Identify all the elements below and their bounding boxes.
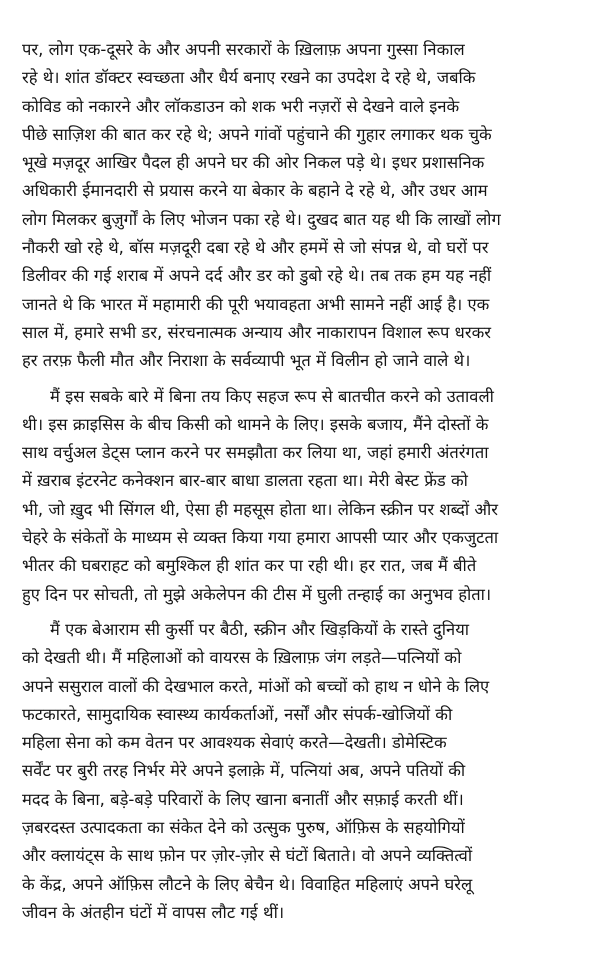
paragraph-3: [22, 616, 584, 927]
text-line: मैं एक बेआराम सी कुर्सी पर बैठी, स्क्रीन और खिड़कियों के रास्ते दुनिया: [50, 619, 470, 639]
text-line: भीतर की घबराहट को बमुश्किल ही शांत कर पा रही थी। हर रात, जब मैं बीते: [22, 556, 477, 576]
text-line: थी। इस क्राइसिस के बीच किसी को थामने के लिए। इसके बजाय, मैंने दोस्तों के: [22, 414, 489, 434]
text-line: और क्लायंट्स के साथ फ़ोन पर ज़ोर-ज़ोर से घंटों बिताते। वो अपने व्यक्तित्वों: [22, 846, 473, 866]
text-line: भी, जो ख़ुद भी सिंगल थी, ऐसा ही महसूस होता था। लेकिन स्क्रीन पर शब्दों और: [22, 499, 499, 519]
text-line: को देखती थी। मैं महिलाओं को वायरस के ख़िलाफ़ जंग लड़ते—पत्नियों को: [22, 648, 462, 668]
text-line: जीवन के अंतहीन घंटों में वापस लौट गई थीं।: [22, 902, 285, 922]
text-line: हुए दिन पर सोचती, तो मुझे अकेलेपन की टीस में घुली तन्हाई का अनुभव होता।: [22, 584, 492, 604]
text-line: नौकरी खो रहे थे, बॉस मज़दूरी दबा रहे थे और हममें से जो संपन्न थे, वो घरों पर: [22, 238, 489, 258]
text-line: महिला सेना को कम वेतन पर आवश्यक सेवाएं करते—देखती। डोमेस्टिक: [22, 733, 447, 753]
text-line: साथ वर्चुअल डेट्स प्लान करने पर समझौता कर लिया था, जहां हमारी अंतरंगता: [22, 443, 489, 463]
text-line: जानते थे कि भारत में महामारी की पूरी भयावहता अभी सामने नहीं आई है। एक: [22, 294, 490, 314]
text-line: के केंद्र, अपने ऑफ़िस लौटने के लिए बेचैन थे। विवाहित महिलाएं अपने घरेलू: [22, 874, 473, 894]
text-line: सर्वेंट पर बुरी तरह निर्भर मेरे अपने इलाक़े में, पत्नियां अब, अपने पतियों की: [22, 761, 466, 781]
text-line: मैं इस सबके बारे में बिना तय किए सहज रूप से बातचीत करने को उतावली: [50, 386, 494, 406]
text-line: अधिकारी ईमानदारी से प्रयास करने या बेकार के बहाने दे रहे थे, और उधर आम: [22, 181, 488, 201]
text-line: पर, लोग एक-दूसरे के और अपनी सरकारों के ख़िलाफ़ अपना गुस्सा निकाल: [22, 40, 465, 59]
text-line: चेहरे के संकेतों के माध्यम से व्यक्त किया गया हमारा आपसी प्यार और एकजुटता: [22, 528, 499, 548]
text-line: हर तरफ़ फैली मौत और निराशा के सर्वव्यापी भूत में विलीन हो जाने वाले थे।: [22, 351, 471, 371]
text-line: साल में, हमारे सभी डर, संरचनात्मक अन्याय और नाकारापन विशाल रूप धरकर: [22, 322, 491, 342]
text-line: कोविड को नकारने और लॉकडाउन को शक भरी नज़रों से देखने वाले इनके: [22, 96, 460, 116]
paragraph-1: [22, 36, 584, 376]
text-line: अपने ससुराल वालों की देखभाल करते, मांओं को बच्चों को हाथ न धोने के लिए: [22, 676, 490, 696]
paragraph-2: [22, 383, 584, 609]
text-line: ज़बरदस्त उत्पादकता का संकेत देने को उत्सुक पुरुष, ऑफ़िस के सहयोगियों: [22, 818, 465, 838]
text-line: मदद के बिना, बड़े-बड़े परिवारों के लिए खाना बनातीं और सफ़ाई करती थीं।: [22, 789, 464, 809]
text-line: लोग मिलकर बुज़ुर्गों के लिए भोजन पका रहे थे। दुखद बात यह थी कि लाखों लोग: [22, 209, 501, 229]
text-line: डिलीवर की गई शराब में अपने दर्द और डर को डुबो रहे थे। तब तक हम यह नहीं: [22, 266, 492, 286]
text-line: पीछे साज़िश की बात कर रहे थे; अपने गांवों पहुंचाने की गुहार लगाकर थक चुके: [22, 124, 492, 144]
text-line: भूखे मज़दूर आखिर पैदल ही अपने घर की ओर निकल पड़े थे। इधर प्रशासनिक: [22, 153, 485, 173]
text-line: फटकारते, सामुदायिक स्वास्थ्य कार्यकर्ताओं, नर्सों और संपर्क-खोजियों की: [22, 704, 453, 724]
text-line: रहे थे। शांत डॉक्टर स्वच्छता और धैर्य बनाए रखने का उपदेश दे रहे थे, जबकि: [22, 68, 476, 88]
text-line: में ख़राब इंटरनेट कनेक्शन बार-बार बाधा डालता रहता था। मेरी बेस्ट फ्रेंड को: [22, 471, 468, 491]
document-page: [22, 36, 584, 927]
